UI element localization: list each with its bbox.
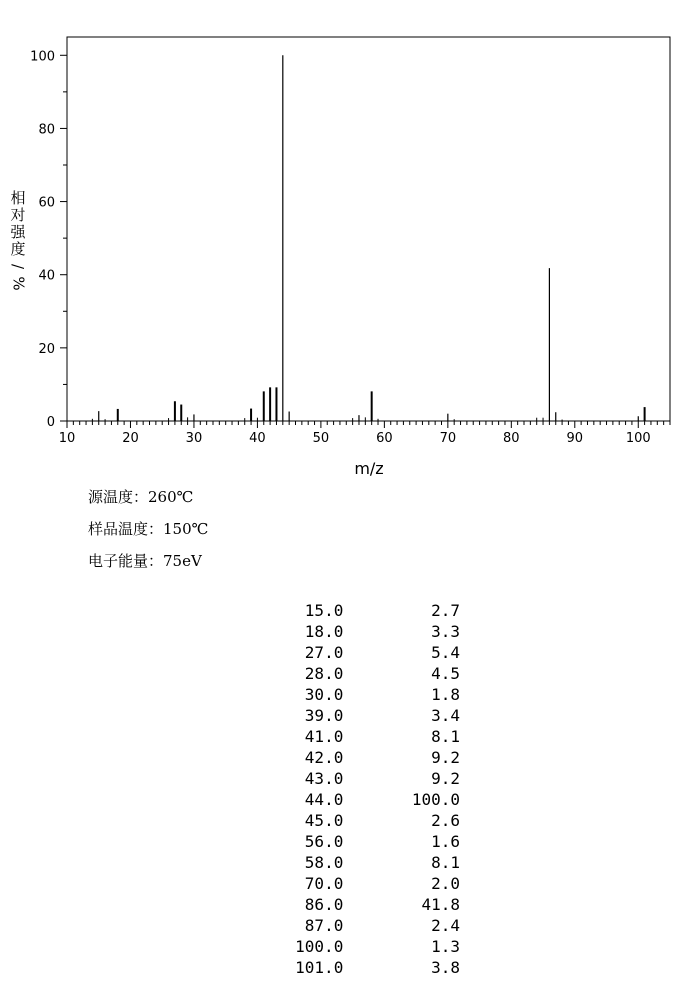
y-axis-label-text xyxy=(9,189,28,292)
mz-value: 101.0 xyxy=(295,958,344,977)
table-row xyxy=(250,915,460,936)
table-row xyxy=(250,894,460,915)
mz-value: 30.0 xyxy=(304,685,344,704)
abundance-value: 3.3 xyxy=(431,622,460,641)
y-axis-label-char: 强 xyxy=(10,223,26,241)
y-tick-label: 80 xyxy=(38,122,55,138)
abundance-value: 9.2 xyxy=(431,748,460,767)
mz-value: 44.0 xyxy=(304,790,344,809)
mz-value: 39.0 xyxy=(304,706,344,725)
table-row xyxy=(250,873,460,894)
y-tick-label: 20 xyxy=(38,341,55,357)
table-row xyxy=(250,600,460,621)
table-row xyxy=(250,831,460,852)
table-row xyxy=(250,663,460,684)
abundance-value: 1.6 xyxy=(431,832,460,851)
x-minor-ticks xyxy=(73,421,670,425)
abundance-value: 41.8 xyxy=(421,895,460,914)
x-tick-label: 80 xyxy=(503,431,520,446)
abundance-value: 100.0 xyxy=(411,790,460,809)
abundance-value: 8.1 xyxy=(431,853,460,872)
abundance-value: 5.4 xyxy=(431,643,460,662)
table-row xyxy=(250,810,460,831)
table-row xyxy=(250,726,460,747)
x-axis-label: m/z xyxy=(354,459,384,478)
mz-value: 87.0 xyxy=(304,916,344,935)
table-row xyxy=(250,705,460,726)
abundance-value: 8.1 xyxy=(431,727,460,746)
x-tick-label: 20 xyxy=(122,431,139,446)
mz-value: 41.0 xyxy=(304,727,344,746)
table-row xyxy=(250,957,460,978)
y-tick-label: 100 xyxy=(30,49,55,65)
y-tick-label: 60 xyxy=(38,195,55,211)
y-tick-label: 0 xyxy=(46,415,55,430)
abundance-value: 9.2 xyxy=(431,769,460,788)
mz-value: 56.0 xyxy=(304,832,344,851)
y-axis-label-char: / xyxy=(9,263,28,270)
x-tick-label: 70 xyxy=(439,431,457,446)
mass-spectrum-chart xyxy=(0,0,696,480)
abundance-value: 2.4 xyxy=(431,916,460,935)
x-tick-label: 40 xyxy=(249,431,266,446)
y-axis-label-char: 对 xyxy=(10,206,26,224)
mz-value: 100.0 xyxy=(295,937,344,956)
mz-value: 86.0 xyxy=(304,895,344,914)
source-temperature: 源温度：260℃ xyxy=(88,488,194,506)
abundance-value: 3.8 xyxy=(431,958,460,977)
sample-temperature: 样品温度：150℃ xyxy=(88,520,209,538)
abundance-value: 3.4 xyxy=(431,706,460,725)
x-tick-label: 100 xyxy=(625,431,651,446)
abundance-value: 4.5 xyxy=(431,664,460,683)
x-tick-label: 10 xyxy=(58,431,76,446)
abundance-value: 2.6 xyxy=(431,811,460,830)
table-row xyxy=(250,747,460,768)
table-row xyxy=(250,852,460,873)
mz-value: 58.0 xyxy=(304,853,344,872)
mz-value: 42.0 xyxy=(304,748,344,767)
x-tick-label: 30 xyxy=(185,431,203,446)
mz-value: 28.0 xyxy=(304,664,344,683)
mz-value: 27.0 xyxy=(304,643,344,662)
y-axis-label-char: 相 xyxy=(10,189,26,207)
mz-value: 15.0 xyxy=(304,601,344,620)
plot-frame xyxy=(67,37,670,421)
table-row xyxy=(250,621,460,642)
y-axis-label-char: 度 xyxy=(10,240,26,258)
peak-table xyxy=(250,600,460,978)
mz-value: 70.0 xyxy=(304,874,344,893)
mz-value: 18.0 xyxy=(304,622,344,641)
abundance-value: 1.3 xyxy=(431,937,460,956)
x-tick-label: 60 xyxy=(376,431,393,446)
x-tick-label: 90 xyxy=(566,431,584,446)
mz-value: 43.0 xyxy=(304,769,344,788)
y-axis-label xyxy=(8,190,28,292)
y-axis-label-char: % xyxy=(9,276,28,291)
abundance-value: 2.7 xyxy=(431,601,460,620)
table-row xyxy=(250,642,460,663)
x-tick-label: 50 xyxy=(312,431,330,446)
y-tick-label: 40 xyxy=(38,268,55,284)
table-row xyxy=(250,768,460,789)
peak-table-body xyxy=(250,600,460,978)
electron-energy: 电子能量：75eV xyxy=(88,552,202,570)
abundance-value: 1.8 xyxy=(431,685,460,704)
spectrum-peaks xyxy=(92,55,644,421)
table-row xyxy=(250,789,460,810)
y-axis-ticks xyxy=(30,49,67,430)
mz-value: 45.0 xyxy=(304,811,344,830)
abundance-value: 2.0 xyxy=(431,874,460,893)
table-row xyxy=(250,684,460,705)
table-row xyxy=(250,936,460,957)
